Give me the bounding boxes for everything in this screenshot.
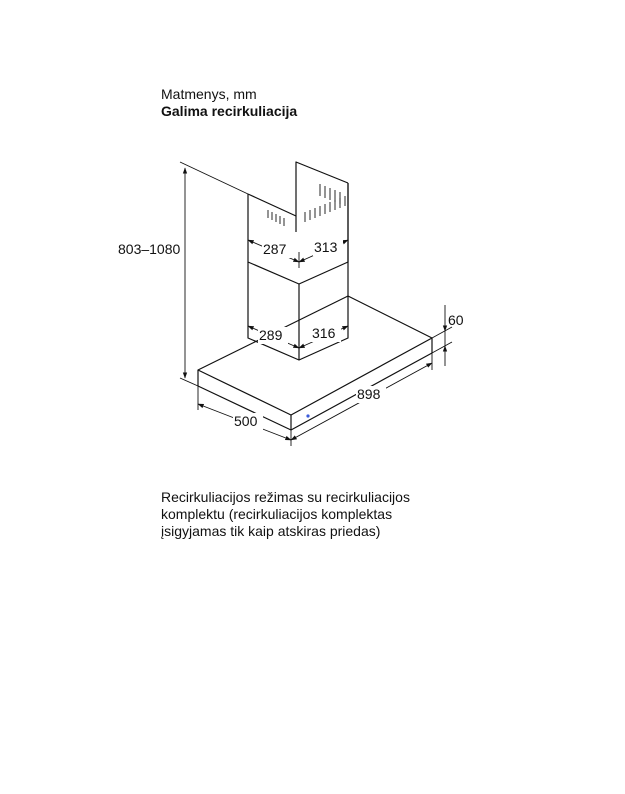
dim-lower-width-label: 316	[312, 325, 336, 341]
upper-chimney	[248, 162, 348, 284]
chimney-vents	[268, 184, 345, 226]
dim-upper-width-label: 313	[314, 239, 338, 255]
dimension-lines	[180, 162, 452, 446]
dim-canopy-depth-label: 500	[234, 413, 258, 429]
note-line: Recirkuliacijos režimas su recirkuliacijos	[161, 489, 410, 505]
note-line: komplektu (recirkuliacijos komplektas	[161, 506, 393, 522]
dim-canopy-width-label: 898	[357, 386, 381, 402]
dim-thickness-label: 60	[448, 312, 464, 328]
dim-upper-depth-label: 287	[263, 241, 287, 257]
dim-height-label: 803–1080	[118, 241, 181, 257]
hood-outline	[198, 162, 432, 430]
lower-chimney	[248, 262, 348, 360]
note-line: įsigyjamas tik kaip atskiras priedas)	[161, 523, 381, 539]
page-title: Matmenys, mm	[161, 86, 257, 102]
canopy	[198, 296, 432, 430]
page-subtitle: Galima recirkuliacija	[161, 103, 298, 119]
indicator-led	[306, 414, 309, 417]
dim-lower-depth-label: 289	[259, 327, 283, 343]
recirculation-note	[161, 489, 461, 540]
